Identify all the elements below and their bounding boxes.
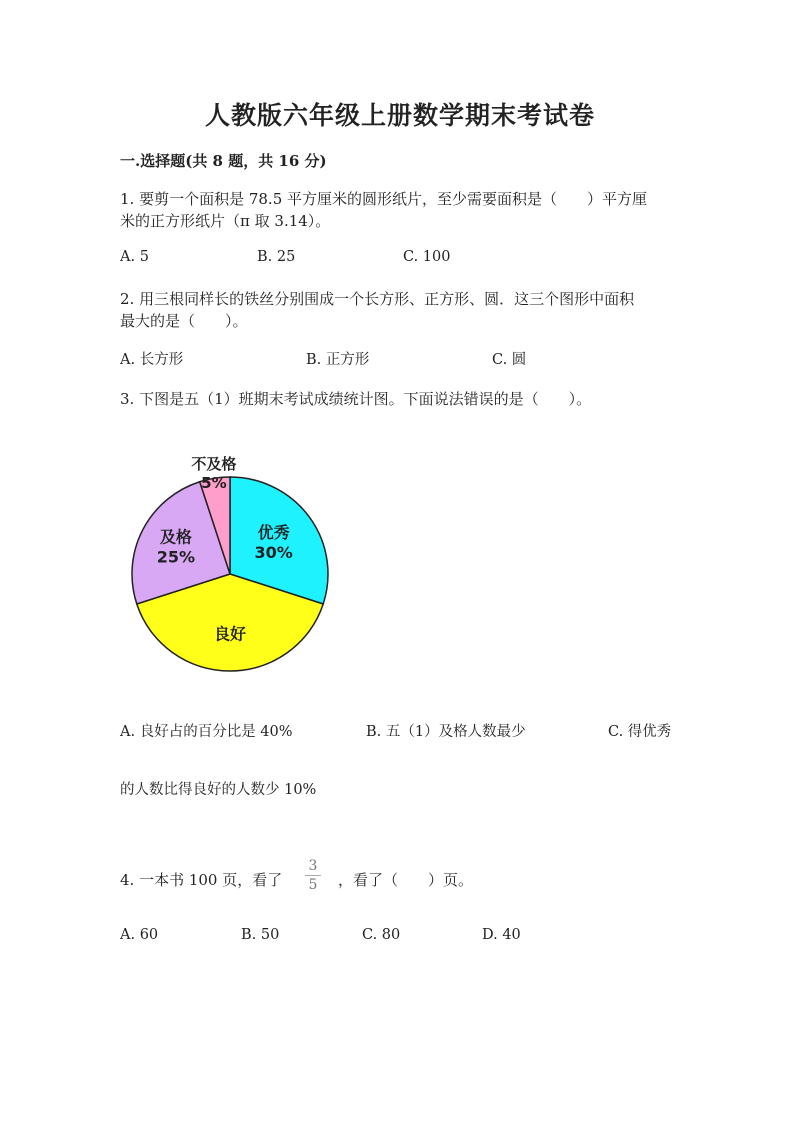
question-2-option-b: B. 正方形: [306, 352, 370, 368]
pie-label-4: 不及格: [191, 455, 237, 474]
question-4-option-d: D. 40: [482, 927, 521, 943]
question-1-option-c: C. 100: [403, 249, 451, 265]
question-4-option-b: B. 50: [241, 927, 280, 943]
pie-value-label-1: 30%: [254, 543, 293, 563]
question-1-option-b: B. 25: [257, 249, 296, 265]
question-1-option-a: A. 5: [120, 249, 149, 265]
grade-pie-chart: [110, 440, 350, 690]
question-4-suffix: ，看了（ ）页。: [338, 871, 474, 889]
fraction-denominator: 5: [308, 877, 318, 893]
page-title: 人教版六年级上册数学期末考试卷: [204, 101, 595, 130]
question-4-option-c: C. 80: [362, 927, 401, 943]
question-4-prefix: 4. 一本书 100 页，看了: [120, 871, 283, 889]
pie-label-3: 及格: [159, 527, 192, 547]
question-3-option-c: C. 得优秀: [608, 724, 672, 740]
pie-label-2: 良好: [213, 624, 247, 644]
fraction-three-fifths: [303, 858, 323, 893]
question-1-line-2: 米的正方形纸片（π 取 3.14）。: [120, 212, 331, 230]
question-1-line-1: 1. 要剪一个面积是 78.5 平方厘米的圆形纸片，至少需要面积是（ ）平方厘: [120, 190, 648, 208]
section-heading: 一.选择题(共 8 题，共 16 分): [120, 152, 327, 170]
question-4-option-a: A. 60: [120, 927, 159, 943]
pie-label-1: 优秀: [257, 523, 290, 543]
question-3-option-c-continued: 的人数比得良好的人数少 10%: [120, 782, 317, 798]
question-3-option-a: A. 良好占的百分比是 40%: [120, 724, 293, 740]
pie-value-label-3: 25%: [156, 547, 196, 567]
question-2-option-c: C. 圆: [492, 352, 527, 368]
question-2-option-a: A. 长方形: [120, 352, 184, 368]
pie-value-label-4: 5%: [201, 474, 227, 493]
fraction-numerator: 3: [308, 858, 318, 874]
question-2-line-1: 2. 用三根同样长的铁丝分别围成一个长方形、正方形、圆．这三个图形中面积: [120, 290, 635, 308]
question-3-line-1: 3. 下图是五（1）班期末考试成绩统计图。下面说法错误的是（ ）。: [120, 390, 592, 408]
question-2-line-2: 最大的是（ ）。: [120, 312, 248, 330]
question-3-option-b: B. 五（1）及格人数最少: [366, 724, 526, 740]
